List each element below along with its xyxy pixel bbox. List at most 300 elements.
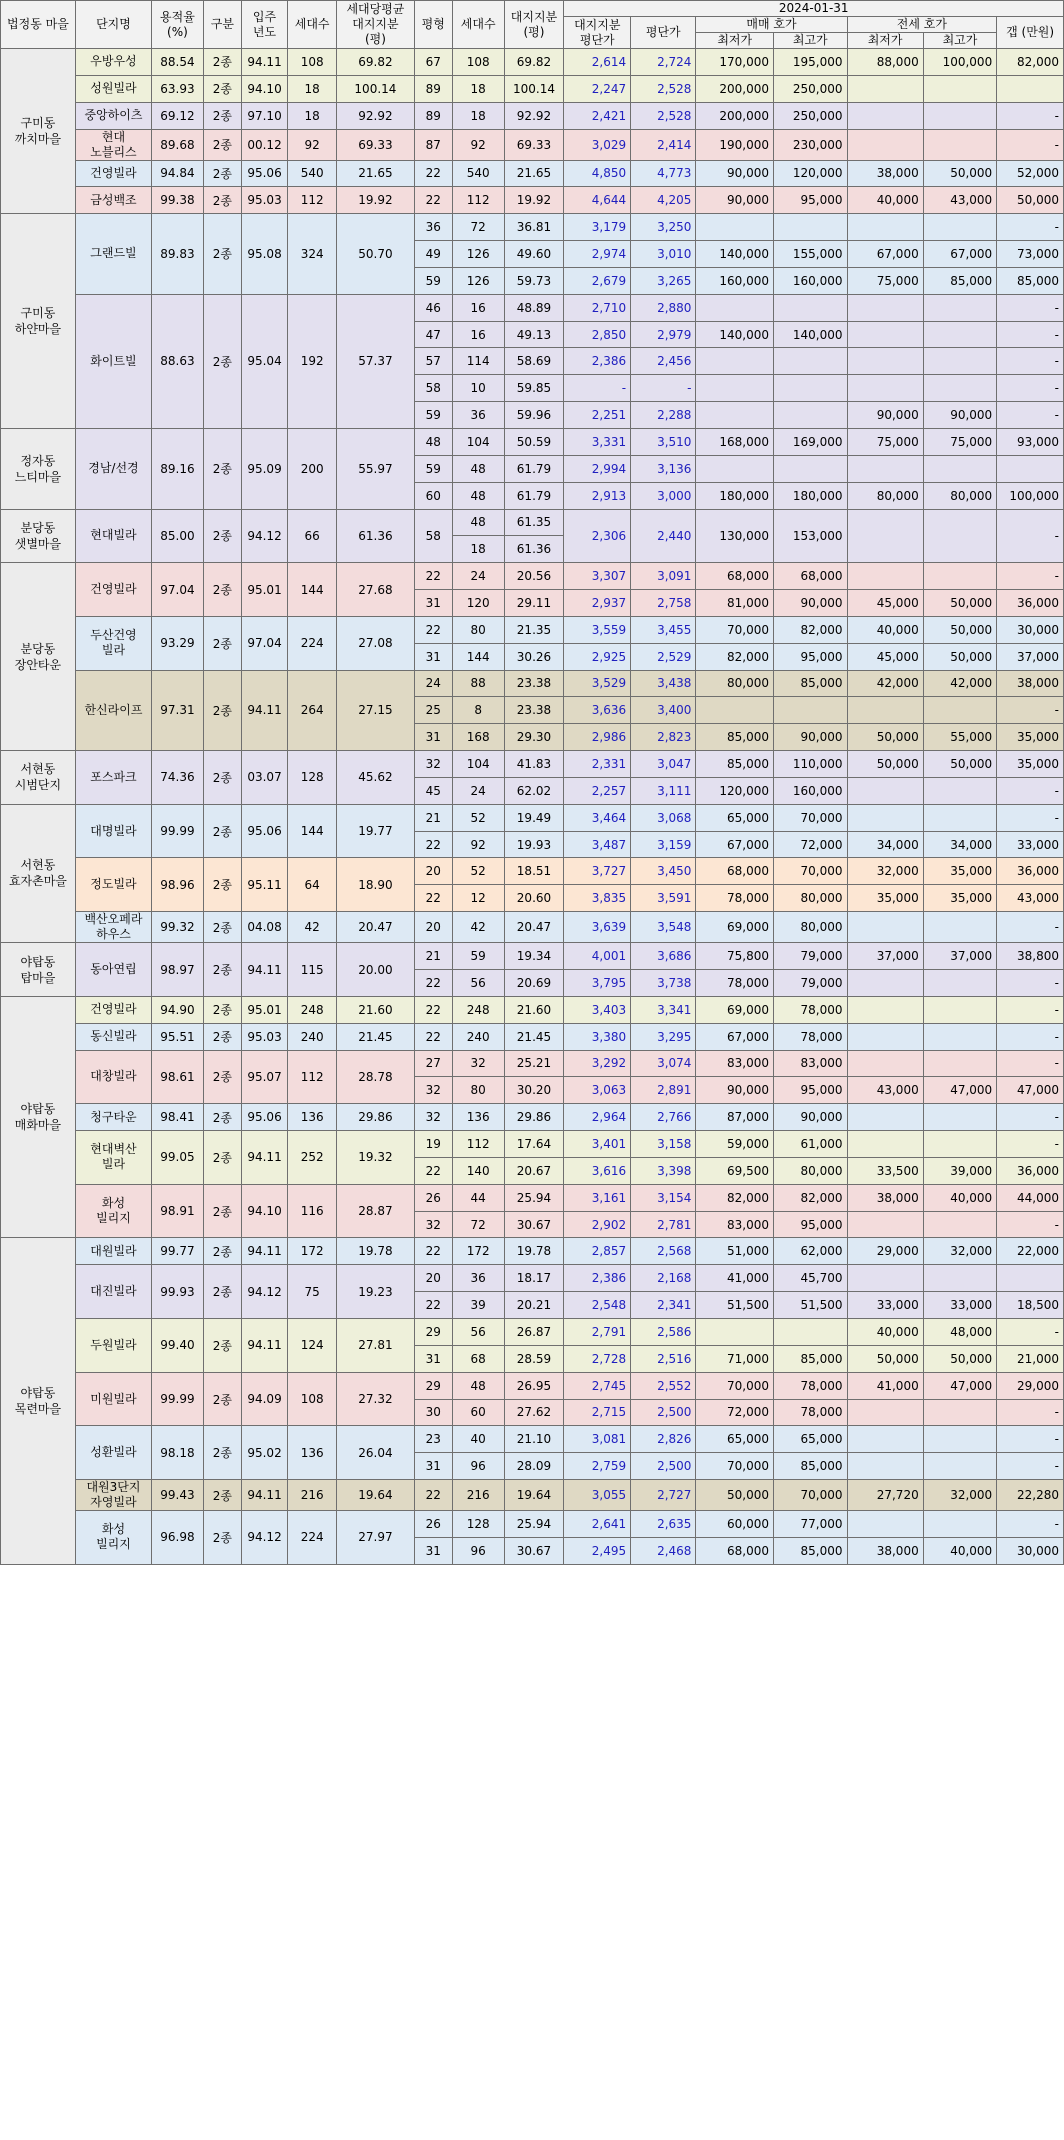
table-row — [1, 294, 1064, 321]
unit-smin: 170,000 — [696, 49, 774, 76]
unit-lp: 2,913 — [564, 482, 631, 509]
unit-lp: 3,727 — [564, 858, 631, 885]
unit-households: 56 — [452, 970, 504, 997]
avg-land: 26.04 — [337, 1426, 415, 1480]
far: 97.31 — [152, 670, 204, 751]
unit-gap: - — [997, 129, 1064, 160]
unit-jmin: 42,000 — [847, 670, 923, 697]
unit-smax: 85,000 — [774, 1345, 847, 1372]
unit-jmax: 50,000 — [923, 590, 996, 617]
unit-smin: 140,000 — [696, 321, 774, 348]
unit-gap: 30,000 — [997, 1537, 1064, 1564]
unit-lp: 3,380 — [564, 1023, 631, 1050]
table-row — [1, 102, 1064, 129]
unit-households: 128 — [452, 1511, 504, 1538]
type: 2종 — [203, 1318, 241, 1372]
households: 240 — [288, 1023, 337, 1050]
households: 115 — [288, 943, 337, 997]
unit-households: 18 — [452, 75, 504, 102]
unit-jmax — [923, 375, 996, 402]
unit-smax: 95,000 — [774, 1077, 847, 1104]
unit-jmin — [847, 563, 923, 590]
year: 97.04 — [241, 616, 287, 670]
unit-pyeong: 26 — [414, 1511, 452, 1538]
unit-land: 48.89 — [504, 294, 564, 321]
unit-households: 92 — [452, 831, 504, 858]
unit-pp: 2,500 — [631, 1453, 696, 1480]
unit-smin: 85,000 — [696, 751, 774, 778]
unit-pyeong: 22 — [414, 160, 452, 187]
type: 2종 — [203, 858, 241, 912]
type: 2종 — [203, 943, 241, 997]
dong-cell: 서현동 시범단지 — [1, 751, 76, 805]
header-households: 세대수 — [288, 1, 337, 49]
unit-households: 36 — [452, 1265, 504, 1292]
header-jeonse-group: 전세 호가 — [847, 17, 997, 33]
unit-pp: 3,341 — [631, 996, 696, 1023]
unit-jmax: 67,000 — [923, 241, 996, 268]
unit-land: 29.11 — [504, 590, 564, 617]
year: 94.12 — [241, 1511, 287, 1565]
unit-pp: 2,528 — [631, 102, 696, 129]
unit-jmin: 75,000 — [847, 267, 923, 294]
unit-smax — [774, 294, 847, 321]
table-row — [1, 214, 1064, 241]
table-row — [1, 912, 1064, 943]
far: 99.99 — [152, 1372, 204, 1426]
table-row — [1, 858, 1064, 885]
unit-smin: 90,000 — [696, 1077, 774, 1104]
unit-gap — [997, 1265, 1064, 1292]
header-jeonse-min: 최저가 — [847, 33, 923, 49]
type: 2종 — [203, 1104, 241, 1131]
unit-smax: 95,000 — [774, 1211, 847, 1238]
avg-land: 20.47 — [337, 912, 415, 943]
far: 94.90 — [152, 996, 204, 1023]
year: 95.11 — [241, 858, 287, 912]
table-row — [1, 1372, 1064, 1399]
unit-jmax — [923, 563, 996, 590]
year: 95.07 — [241, 1050, 287, 1104]
unit-jmax — [923, 1131, 996, 1158]
unit-land: 59.96 — [504, 402, 564, 429]
unit-smin: 83,000 — [696, 1211, 774, 1238]
unit-pyeong: 21 — [414, 804, 452, 831]
year: 94.11 — [241, 1318, 287, 1372]
unit-land: 20.56 — [504, 563, 564, 590]
unit-pyeong: 31 — [414, 1453, 452, 1480]
unit-lp: 2,495 — [564, 1537, 631, 1564]
unit-smin — [696, 214, 774, 241]
unit-lp: 3,029 — [564, 129, 631, 160]
unit-lp: 2,548 — [564, 1292, 631, 1319]
unit-pyeong: 36 — [414, 214, 452, 241]
unit-lp: 3,795 — [564, 970, 631, 997]
unit-gap: 50,000 — [997, 187, 1064, 214]
year: 94.10 — [241, 75, 287, 102]
table-row — [1, 428, 1064, 455]
unit-jmax: 47,000 — [923, 1077, 996, 1104]
unit-smin — [696, 1318, 774, 1345]
unit-gap: - — [997, 321, 1064, 348]
unit-gap: 30,000 — [997, 616, 1064, 643]
far: 96.98 — [152, 1511, 204, 1565]
complex-name: 건영빌라 — [75, 996, 151, 1023]
unit-lp: 3,179 — [564, 214, 631, 241]
unit-smin: 82,000 — [696, 643, 774, 670]
unit-lp: 4,001 — [564, 943, 631, 970]
unit-pyeong: 27 — [414, 1050, 452, 1077]
unit-households: 56 — [452, 1318, 504, 1345]
unit-smax: 169,000 — [774, 428, 847, 455]
unit-smax: 82,000 — [774, 616, 847, 643]
unit-pp: 2,635 — [631, 1511, 696, 1538]
unit-pyeong: 47 — [414, 321, 452, 348]
far: 98.41 — [152, 1104, 204, 1131]
unit-land: 28.09 — [504, 1453, 564, 1480]
unit-households: 120 — [452, 590, 504, 617]
year: 95.09 — [241, 428, 287, 509]
unit-jmin — [847, 912, 923, 943]
unit-pyeong: 32 — [414, 1104, 452, 1131]
unit-households: 68 — [452, 1345, 504, 1372]
unit-land: 19.64 — [504, 1480, 564, 1511]
unit-pp: 3,250 — [631, 214, 696, 241]
unit-jmax — [923, 1453, 996, 1480]
table-row — [1, 1480, 1064, 1511]
unit-households: 216 — [452, 1480, 504, 1511]
unit-smin: 59,000 — [696, 1131, 774, 1158]
unit-pp: 2,516 — [631, 1345, 696, 1372]
table-row — [1, 49, 1064, 76]
unit-pyeong: 22 — [414, 970, 452, 997]
year: 95.03 — [241, 1023, 287, 1050]
unit-smax — [774, 348, 847, 375]
unit-jmax: 85,000 — [923, 267, 996, 294]
unit-jmin: 67,000 — [847, 241, 923, 268]
unit-land: 20.60 — [504, 885, 564, 912]
unit-smin: 190,000 — [696, 129, 774, 160]
avg-land: 20.00 — [337, 943, 415, 997]
unit-gap: - — [997, 1023, 1064, 1050]
unit-pp: 3,091 — [631, 563, 696, 590]
header-pyeong: 평형 — [414, 1, 452, 49]
unit-pp: 2,979 — [631, 321, 696, 348]
unit-pyeong: 60 — [414, 482, 452, 509]
type: 2종 — [203, 1238, 241, 1265]
avg-land: 92.92 — [337, 102, 415, 129]
unit-pp: 3,159 — [631, 831, 696, 858]
unit-smax: 78,000 — [774, 996, 847, 1023]
unit-pyeong: 20 — [414, 1265, 452, 1292]
complex-name: 대창빌라 — [75, 1050, 151, 1104]
unit-jmax: 50,000 — [923, 1345, 996, 1372]
unit-smin: 68,000 — [696, 858, 774, 885]
complex-name: 현대 노블리스 — [75, 129, 151, 160]
table-row — [1, 996, 1064, 1023]
unit-gap: - — [997, 1511, 1064, 1538]
households: 116 — [288, 1184, 337, 1238]
unit-pp: 2,529 — [631, 643, 696, 670]
unit-gap: - — [997, 777, 1064, 804]
households: 136 — [288, 1104, 337, 1131]
unit-lp: 2,986 — [564, 724, 631, 751]
unit-pyeong: 67 — [414, 49, 452, 76]
unit-jmin — [847, 1453, 923, 1480]
unit-gap: - — [997, 348, 1064, 375]
avg-land: 27.97 — [337, 1511, 415, 1565]
unit-households: 96 — [452, 1453, 504, 1480]
unit-jmax — [923, 75, 996, 102]
unit-smin: 50,000 — [696, 1480, 774, 1511]
avg-land: 55.97 — [337, 428, 415, 509]
far: 98.91 — [152, 1184, 204, 1238]
unit-lp: 2,251 — [564, 402, 631, 429]
unit-gap: - — [997, 294, 1064, 321]
unit-pyeong: 32 — [414, 751, 452, 778]
unit-jmax — [923, 1511, 996, 1538]
unit-households: 59 — [452, 943, 504, 970]
year: 94.10 — [241, 1184, 287, 1238]
type: 2종 — [203, 996, 241, 1023]
unit-land: 23.38 — [504, 697, 564, 724]
complex-name: 성원빌라 — [75, 75, 151, 102]
unit-land: 25.94 — [504, 1184, 564, 1211]
unit-smax: 70,000 — [774, 804, 847, 831]
year: 95.06 — [241, 804, 287, 858]
type: 2종 — [203, 129, 241, 160]
type: 2종 — [203, 214, 241, 295]
unit-lp: 2,902 — [564, 1211, 631, 1238]
unit-smax: 155,000 — [774, 241, 847, 268]
unit-pyeong: 31 — [414, 1537, 452, 1564]
unit-gap: - — [997, 970, 1064, 997]
unit-smin: 67,000 — [696, 831, 774, 858]
unit-jmin — [847, 697, 923, 724]
unit-pp: 3,591 — [631, 885, 696, 912]
unit-jmin — [847, 129, 923, 160]
type: 2종 — [203, 102, 241, 129]
unit-smin: 70,000 — [696, 616, 774, 643]
unit-land: 29.86 — [504, 1104, 564, 1131]
dong-cell: 구미동 까치마을 — [1, 49, 76, 214]
unit-smax: 78,000 — [774, 1023, 847, 1050]
type: 2종 — [203, 563, 241, 617]
unit-jmin — [847, 1050, 923, 1077]
unit-smax: 250,000 — [774, 102, 847, 129]
unit-households: 32 — [452, 1050, 504, 1077]
households: 108 — [288, 49, 337, 76]
unit-pp: 2,880 — [631, 294, 696, 321]
households: 144 — [288, 804, 337, 858]
unit-pp: 2,288 — [631, 402, 696, 429]
unit-pp: 3,010 — [631, 241, 696, 268]
unit-lp: 2,641 — [564, 1511, 631, 1538]
unit-smax — [774, 697, 847, 724]
unit-lp: 3,464 — [564, 804, 631, 831]
unit-households: 144 — [452, 643, 504, 670]
avg-land: 19.23 — [337, 1265, 415, 1319]
type: 2종 — [203, 1372, 241, 1426]
unit-jmax: 35,000 — [923, 885, 996, 912]
unit-smin: 140,000 — [696, 241, 774, 268]
unit-jmax: 55,000 — [923, 724, 996, 751]
unit-lp: 3,636 — [564, 697, 631, 724]
unit-gap: - — [997, 214, 1064, 241]
type: 2종 — [203, 1511, 241, 1565]
table-row — [1, 160, 1064, 187]
unit-pyeong: 31 — [414, 1345, 452, 1372]
complex-name: 두산건영 빌라 — [75, 616, 151, 670]
unit-pyeong: 22 — [414, 1238, 452, 1265]
unit-pyeong: 22 — [414, 885, 452, 912]
header-land: 대지지분 (평) — [504, 1, 564, 49]
type: 2종 — [203, 187, 241, 214]
table-row — [1, 1511, 1064, 1538]
unit-pp: 3,154 — [631, 1184, 696, 1211]
year: 95.06 — [241, 160, 287, 187]
unit-smin: 83,000 — [696, 1050, 774, 1077]
unit-pyeong: 49 — [414, 241, 452, 268]
type: 2종 — [203, 1426, 241, 1480]
unit-pp: 2,440 — [631, 509, 696, 563]
unit-lp: 3,401 — [564, 1131, 631, 1158]
unit-smin: 51,500 — [696, 1292, 774, 1319]
unit-households: 168 — [452, 724, 504, 751]
unit-smax: 61,000 — [774, 1131, 847, 1158]
complex-name: 대원빌라 — [75, 1238, 151, 1265]
year: 94.12 — [241, 1265, 287, 1319]
unit-households: 72 — [452, 214, 504, 241]
unit-smin: 168,000 — [696, 428, 774, 455]
unit-pyeong: 22 — [414, 831, 452, 858]
year: 94.11 — [241, 49, 287, 76]
unit-smax: 120,000 — [774, 160, 847, 187]
unit-lp: 2,715 — [564, 1399, 631, 1426]
header-sale-max: 최고가 — [774, 33, 847, 49]
unit-jmax — [923, 1050, 996, 1077]
unit-households: 136 — [452, 1104, 504, 1131]
unit-pyeong: 59 — [414, 267, 452, 294]
unit-land: 20.47 — [504, 912, 564, 943]
unit-pp: 4,773 — [631, 160, 696, 187]
unit-smax: 77,000 — [774, 1511, 847, 1538]
year: 95.01 — [241, 563, 287, 617]
header-py-price: 평단가 — [631, 17, 696, 49]
far: 95.51 — [152, 1023, 204, 1050]
complex-name: 현대빌라 — [75, 509, 151, 563]
unit-jmin: 75,000 — [847, 428, 923, 455]
unit-lp: 2,974 — [564, 241, 631, 268]
unit-pyeong: 31 — [414, 590, 452, 617]
unit-smax — [774, 1318, 847, 1345]
unit-households: 126 — [452, 241, 504, 268]
unit-land: 49.60 — [504, 241, 564, 268]
complex-name: 백산오페라 하우스 — [75, 912, 151, 943]
unit-jmax — [923, 1023, 996, 1050]
avg-land: 69.33 — [337, 129, 415, 160]
table-row — [1, 670, 1064, 697]
unit-smin: 69,000 — [696, 912, 774, 943]
households: 200 — [288, 428, 337, 509]
far: 94.84 — [152, 160, 204, 187]
header-unit-households: 세대수 — [452, 1, 504, 49]
header-gap: 갭 (만원) — [997, 17, 1064, 49]
unit-smax: 78,000 — [774, 1372, 847, 1399]
unit-pp: 2,528 — [631, 75, 696, 102]
avg-land: 19.77 — [337, 804, 415, 858]
far: 99.77 — [152, 1238, 204, 1265]
unit-jmax — [923, 214, 996, 241]
complex-name: 건영빌라 — [75, 563, 151, 617]
households: 216 — [288, 1480, 337, 1511]
unit-pyeong: 20 — [414, 912, 452, 943]
unit-pyeong: 23 — [414, 1426, 452, 1453]
unit-jmax — [923, 1399, 996, 1426]
avg-land: 19.78 — [337, 1238, 415, 1265]
unit-smin: 87,000 — [696, 1104, 774, 1131]
unit-gap: 100,000 — [997, 482, 1064, 509]
table-row — [1, 75, 1064, 102]
dong-cell: 분당동 장안타운 — [1, 563, 76, 751]
unit-jmax — [923, 1426, 996, 1453]
unit-pp: 2,758 — [631, 590, 696, 617]
complex-name: 청구타운 — [75, 1104, 151, 1131]
unit-pyeong: 29 — [414, 1318, 452, 1345]
unit-land: 29.30 — [504, 724, 564, 751]
unit-land: 25.94 — [504, 1511, 564, 1538]
unit-jmin — [847, 348, 923, 375]
unit-jmin — [847, 1023, 923, 1050]
unit-land: 20.21 — [504, 1292, 564, 1319]
complex-name: 그랜드빌 — [75, 214, 151, 295]
avg-land: 27.08 — [337, 616, 415, 670]
unit-smax: 68,000 — [774, 563, 847, 590]
unit-gap: 36,000 — [997, 590, 1064, 617]
unit-land: 58.69 — [504, 348, 564, 375]
unit-smax: 70,000 — [774, 858, 847, 885]
unit-land: 19.92 — [504, 187, 564, 214]
unit-jmax: 100,000 — [923, 49, 996, 76]
unit-smin: 78,000 — [696, 970, 774, 997]
unit-jmin — [847, 1265, 923, 1292]
unit-lp: 3,081 — [564, 1426, 631, 1453]
households: 66 — [288, 509, 337, 563]
unit-households: 60 — [452, 1399, 504, 1426]
unit-lp: 2,994 — [564, 455, 631, 482]
unit-smin: 81,000 — [696, 590, 774, 617]
avg-land: 27.81 — [337, 1318, 415, 1372]
far: 99.99 — [152, 804, 204, 858]
unit-smin: 130,000 — [696, 509, 774, 563]
unit-land: 19.78 — [504, 1238, 564, 1265]
unit-gap: - — [997, 1104, 1064, 1131]
unit-land: 28.59 — [504, 1345, 564, 1372]
unit-pyeong: 31 — [414, 724, 452, 751]
households: 324 — [288, 214, 337, 295]
unit-pyeong: 25 — [414, 697, 452, 724]
unit-jmax: 34,000 — [923, 831, 996, 858]
unit-land: 30.67 — [504, 1211, 564, 1238]
unit-jmin: 80,000 — [847, 482, 923, 509]
unit-land: 61.79 — [504, 455, 564, 482]
unit-pp: 2,168 — [631, 1265, 696, 1292]
dong-cell: 야탑동 탑마을 — [1, 943, 76, 997]
unit-households: 88 — [452, 670, 504, 697]
unit-pp: 3,398 — [631, 1157, 696, 1184]
households: 248 — [288, 996, 337, 1023]
unit-lp: 2,791 — [564, 1318, 631, 1345]
